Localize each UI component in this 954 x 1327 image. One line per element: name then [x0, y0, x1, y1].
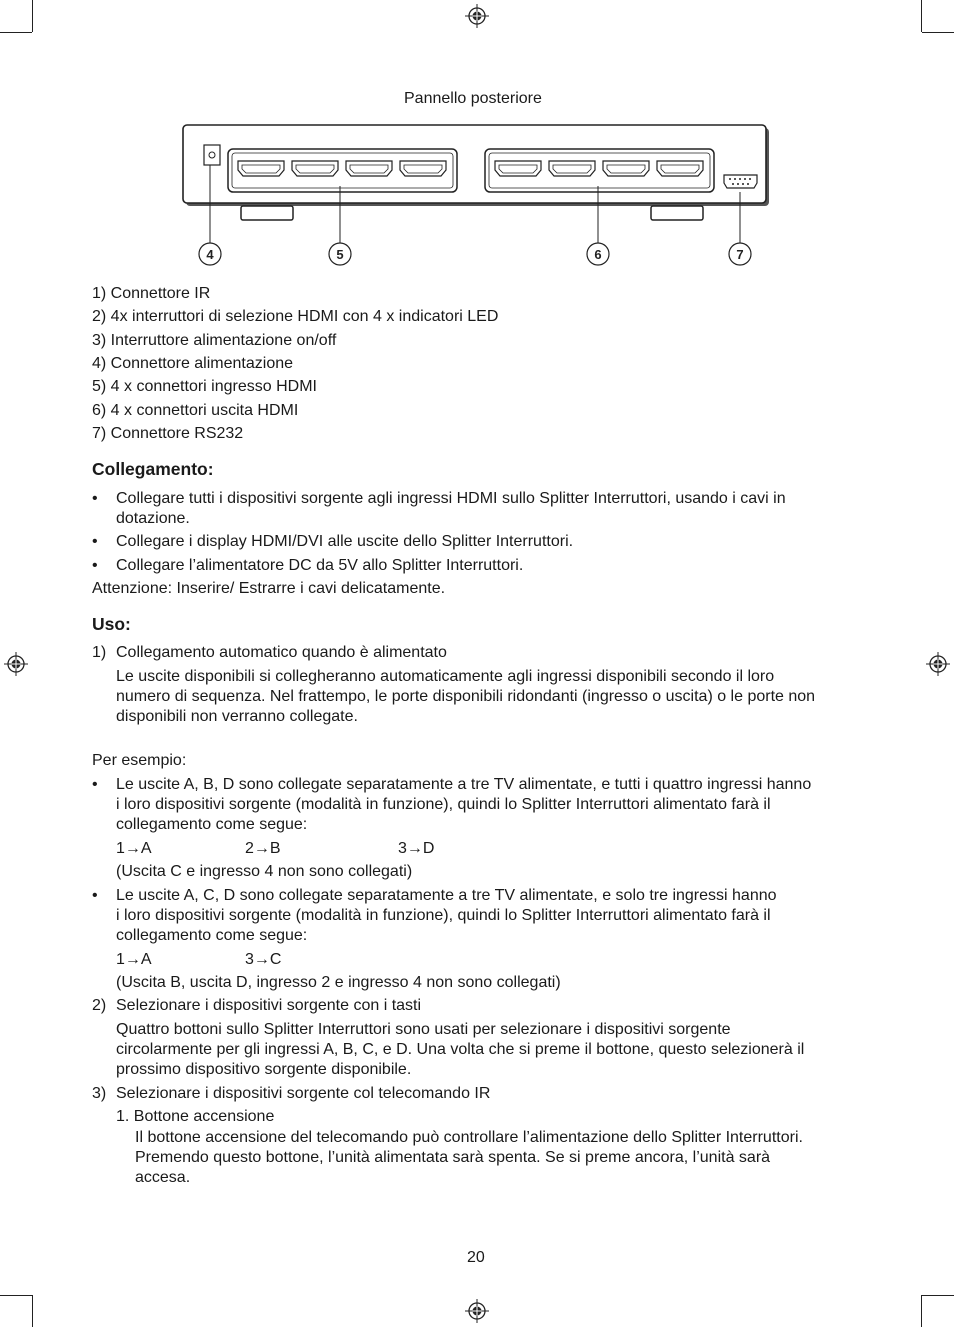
subitem-body: Premendo questo bottone, l’unità alimentata sarà spenta. Se si preme ancora, l’unità sarà — [135, 1149, 771, 1166]
subitem-title: 1. Bottone accensione — [116, 1108, 275, 1125]
subitem-body: Il bottone accensione del telecomando può controllare l’alimentazione dello Splitter Interruttori. — [135, 1129, 803, 1146]
item-title: Collegamento automatico quando è alimentato — [116, 644, 447, 661]
part-item: 7) Connettore RS232 — [92, 425, 244, 442]
bullet-icon: • — [92, 557, 98, 574]
mapping-value: 3→C — [245, 951, 282, 968]
example-text: i loro dispositivi sorgente (modalità in funzione), quindi lo Splitter Interruttori alimentato farà il — [116, 796, 771, 813]
crop-mark — [922, 32, 954, 33]
figure-caption: Pannello posteriore — [404, 90, 542, 107]
registration-mark-icon — [926, 652, 950, 676]
item-title: Selezionare i dispositivi sorgente con i tasti — [116, 997, 422, 1014]
part-item: 5) 4 x connettori ingresso HDMI — [92, 378, 317, 395]
item-body: disponibili non verranno collegate. — [116, 708, 358, 725]
part-item: 2) 4x interruttori di selezione HDMI con 4 x indicatori LED — [92, 308, 499, 325]
mapping-value: 1→A — [116, 840, 152, 857]
bullet-text: dotazione. — [116, 510, 190, 527]
mapping-value: 3→D — [398, 840, 435, 857]
part-item: 6) 4 x connettori uscita HDMI — [92, 402, 299, 419]
mapping-value: 1→A — [116, 951, 152, 968]
bullet-icon: • — [92, 776, 98, 793]
rear-panel-diagram — [180, 120, 775, 270]
section-heading-collegamento: Collegamento: — [92, 459, 214, 479]
crop-mark — [32, 1295, 33, 1327]
part-item: 3) Interruttore alimentazione on/off — [92, 332, 337, 349]
item-body: Le uscite disponibili si collegheranno automaticamente agli ingressi disponibili secondo il loro — [116, 668, 775, 685]
example-note: (Uscita C e ingresso 4 non sono collegati) — [116, 863, 413, 880]
registration-mark-icon — [465, 4, 489, 28]
part-item: 4) Connettore alimentazione — [92, 355, 294, 372]
item-body: numero di sequenza. Nel frattempo, le porte disponibili ridondanti (ingresso o uscita) o le porte non — [116, 688, 816, 705]
item-body: circolarmente per gli ingressi A, B, C, e D. Una volta che si preme il bottone, questo selezionerà il — [116, 1041, 805, 1058]
registration-mark-icon — [4, 652, 28, 676]
example-text: collegamento come segue: — [116, 816, 308, 833]
item-title: Selezionare i dispositivi sorgente col telecomando IR — [116, 1085, 491, 1102]
bullet-icon: • — [92, 490, 98, 507]
registration-mark-icon — [465, 1299, 489, 1323]
crop-mark — [922, 1295, 954, 1296]
example-text: collegamento come segue: — [116, 927, 308, 944]
example-note: (Uscita B, uscita D, ingresso 2 e ingresso 4 non sono collegati) — [116, 974, 561, 991]
bullet-icon: • — [92, 533, 98, 550]
callout-5: 5 — [336, 247, 344, 262]
crop-mark — [921, 1295, 922, 1327]
example-text: Le uscite A, B, D sono collegate separatamente a tre TV alimentate, e tutti i quattro ingressi hanno — [116, 776, 812, 793]
callout-4: 4 — [206, 247, 214, 262]
example-label: Per esempio: — [92, 752, 187, 769]
page-number: 20 — [467, 1249, 485, 1266]
warning-note: Attenzione: Inserire/ Estrarre i cavi delicatamente. — [92, 580, 446, 597]
bullet-text: Collegare l’alimentatore DC da 5V allo Splitter Interruttori. — [116, 557, 524, 574]
item-body: prossimo dispositivo sorgente disponibile. — [116, 1061, 412, 1078]
bullet-text: Collegare i display HDMI/DVI alle uscite dello Splitter Interruttori. — [116, 533, 574, 550]
callout-7: 7 — [736, 247, 744, 262]
part-item: 1) Connettore IR — [92, 285, 211, 302]
bullet-icon: • — [92, 887, 98, 904]
crop-mark — [921, 0, 922, 32]
item-number: 3) — [92, 1085, 107, 1102]
example-text: i loro dispositivi sorgente (modalità in funzione), quindi lo Splitter Interruttori alimentato farà il — [116, 907, 771, 924]
subitem-body: accesa. — [135, 1169, 191, 1186]
crop-mark — [32, 0, 33, 32]
section-heading-uso: Uso: — [92, 614, 131, 634]
mapping-value: 2→B — [245, 840, 281, 857]
example-text: Le uscite A, C, D sono collegate separatamente a tre TV alimentate, e solo tre ingressi hanno — [116, 887, 777, 904]
item-number: 1) — [92, 644, 107, 661]
item-number: 2) — [92, 997, 107, 1014]
crop-mark — [0, 32, 32, 33]
callout-6: 6 — [594, 247, 602, 262]
item-body: Quattro bottoni sullo Splitter Interruttori sono usati per selezionare i dispositivi sorgente — [116, 1021, 731, 1038]
crop-mark — [0, 1295, 32, 1296]
bullet-text: Collegare tutti i dispositivi sorgente agli ingressi HDMI sullo Splitter Interruttori, usando i cavi in — [116, 490, 786, 507]
